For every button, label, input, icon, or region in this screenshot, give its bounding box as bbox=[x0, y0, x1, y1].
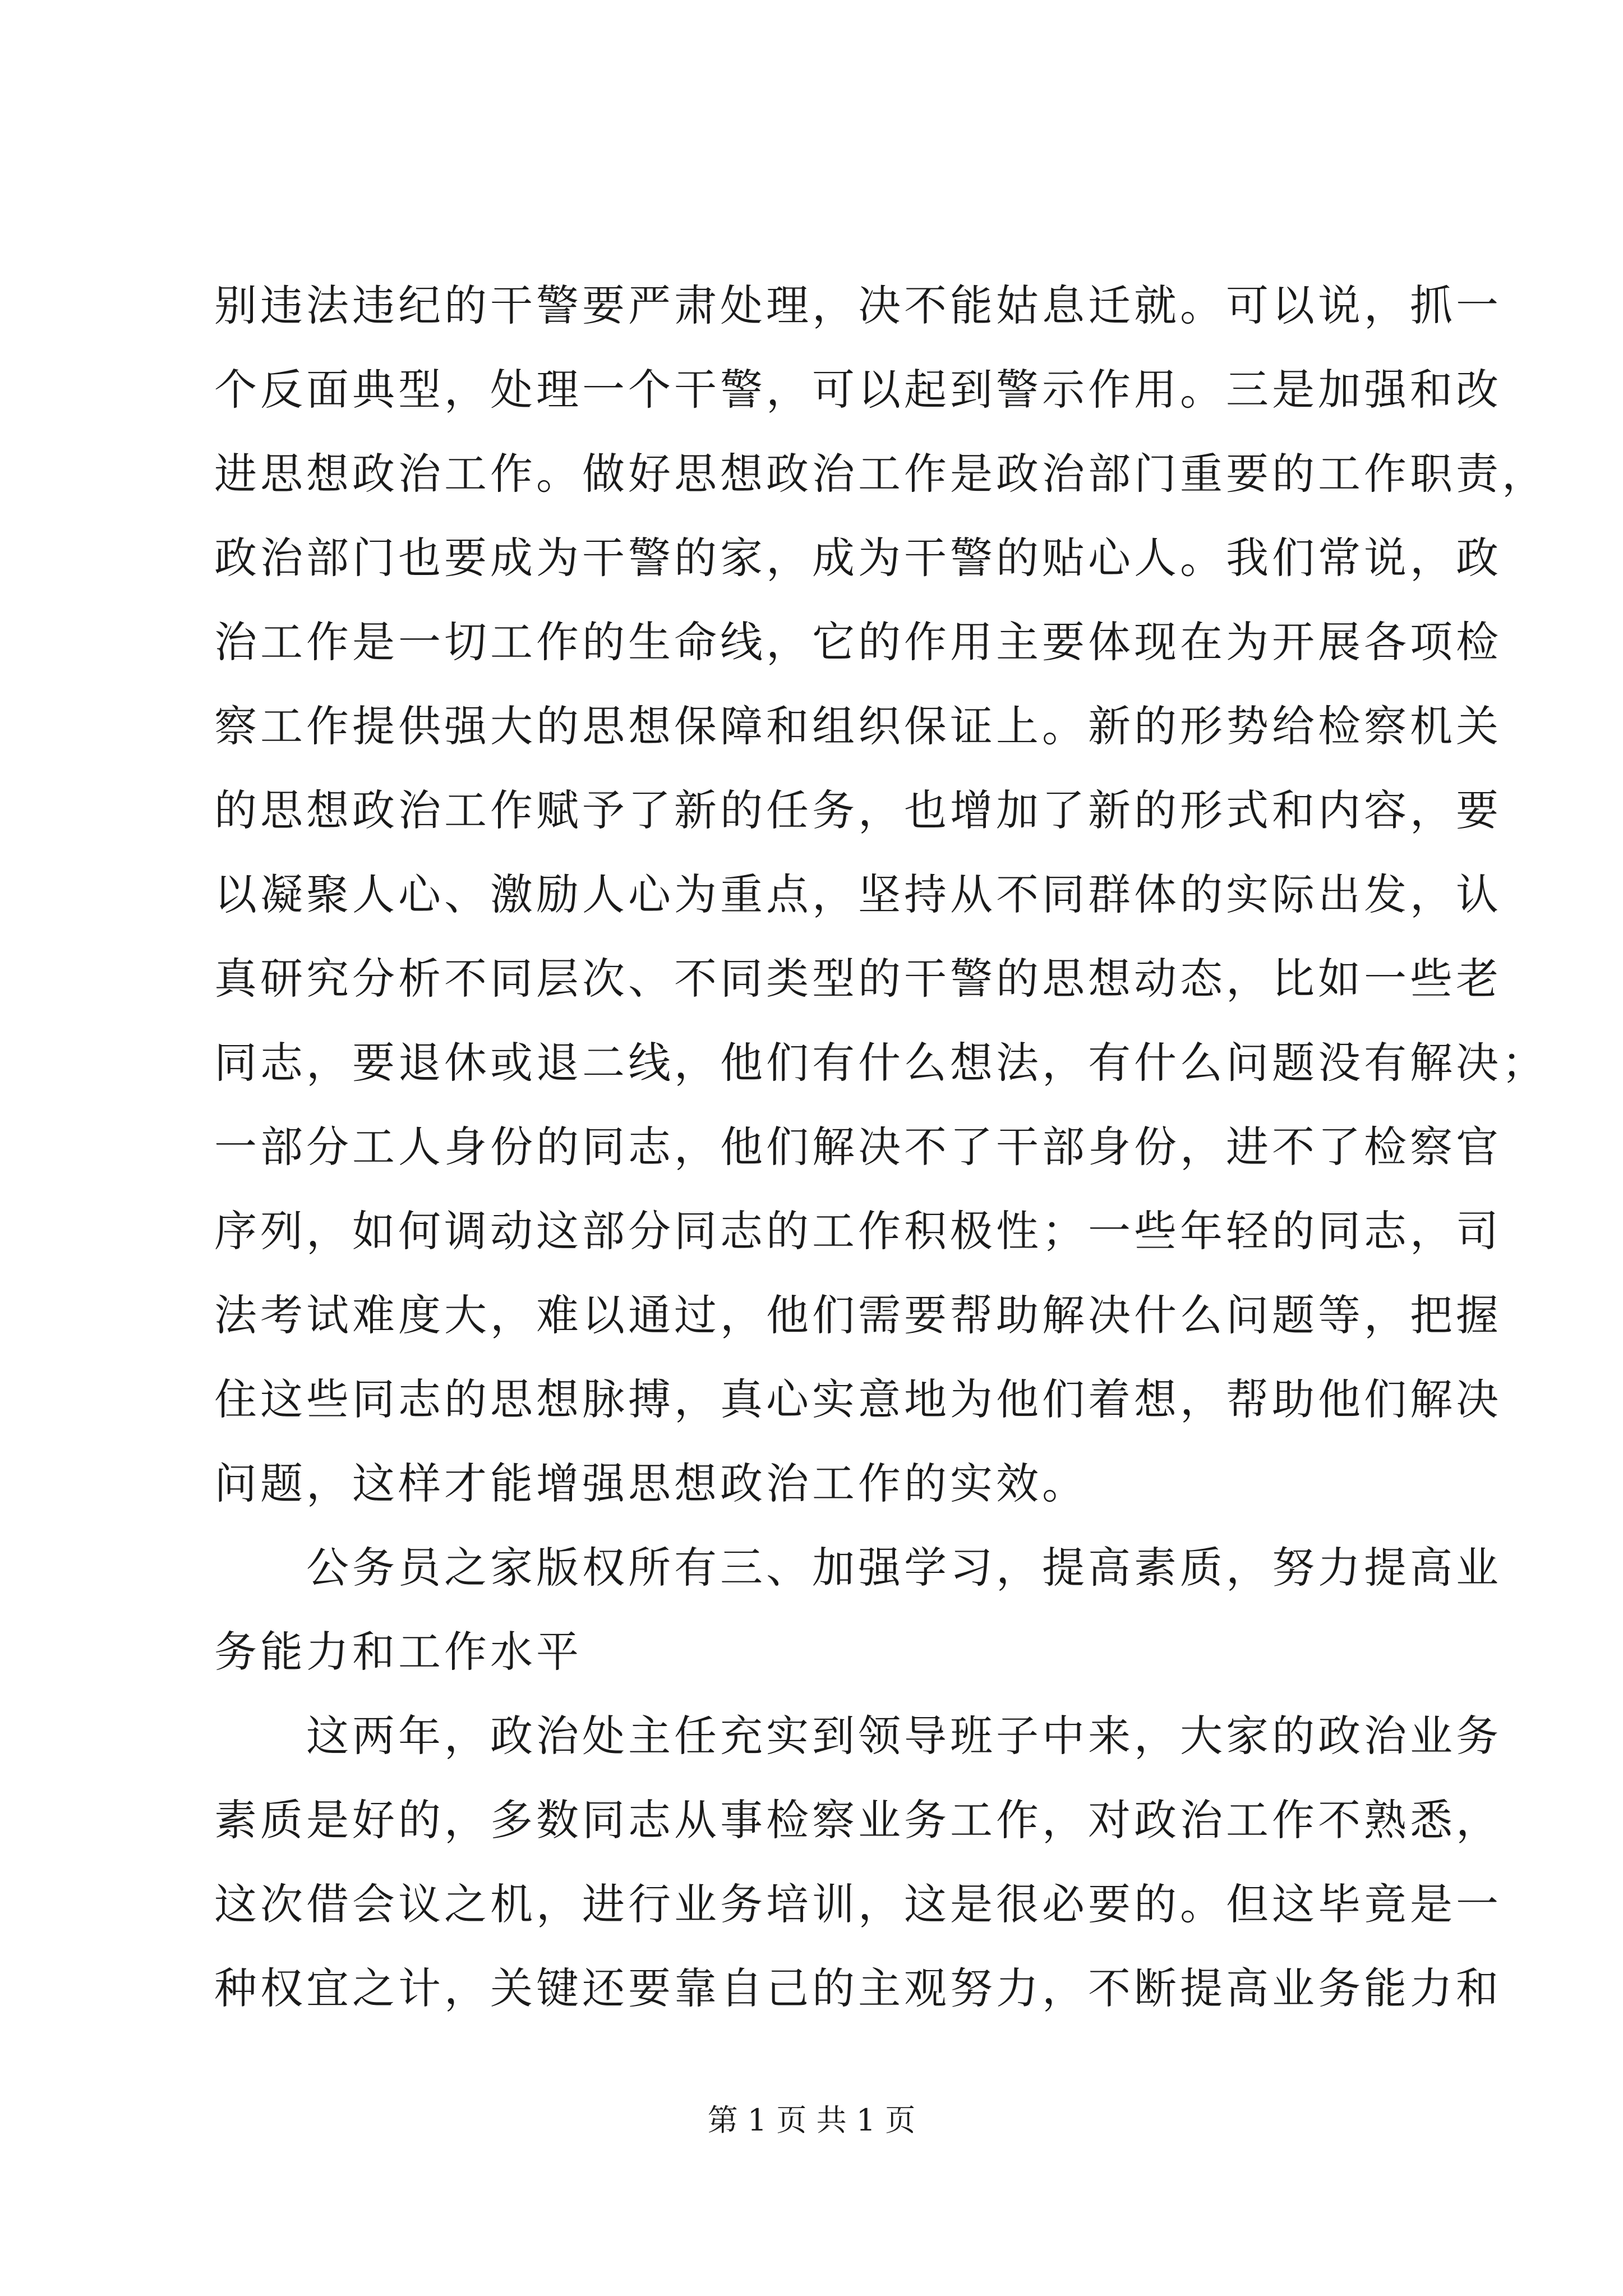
text-line: 治工作是一切工作的生命线，它的作用主要体现在为开展各项检 bbox=[214, 617, 1502, 667]
text-line: 进思想政治工作。做好思想政治工作是政治部门重要的工作职责， bbox=[214, 449, 1548, 499]
text-line: 法考试难度大，难以通过，他们需要帮助解决什么问题等，把握 bbox=[214, 1290, 1502, 1340]
text-line: 这两年，政治处主任充实到领导班子中来，大家的政治业务 bbox=[214, 1711, 1502, 1761]
text-line: 同志，要退休或退二线，他们有什么想法，有什么问题没有解决； bbox=[214, 1038, 1548, 1088]
text-line: 这次借会议之机，进行业务培训，这是很必要的。但这毕竟是一 bbox=[214, 1879, 1502, 1929]
text-line: 察工作提供强大的思想保障和组织保证上。新的形势给检察机关 bbox=[214, 701, 1502, 751]
page-number-footer: 第 1 页 共 1 页 bbox=[707, 2102, 916, 2138]
text-line: 个反面典型，处理一个干警，可以起到警示作用。三是加强和改 bbox=[214, 365, 1502, 415]
text-line: 以凝聚人心、激励人心为重点，坚持从不同群体的实际出发，认 bbox=[214, 869, 1502, 919]
text-line: 别违法违纪的干警要严肃处理，决不能姑息迁就。可以说，抓一 bbox=[214, 280, 1502, 330]
text-line: 问题，这样才能增强思想政治工作的实效。 bbox=[214, 1458, 1088, 1508]
document-body bbox=[214, 264, 1548, 2031]
text-line: 的思想政治工作赋予了新的任务，也增加了新的形式和内容，要 bbox=[214, 785, 1502, 835]
text-line: 政治部门也要成为干警的家，成为干警的贴心人。我们常说，政 bbox=[214, 533, 1502, 583]
text-line: 一部分工人身份的同志，他们解决不了干部身份，进不了检察官 bbox=[214, 1122, 1502, 1172]
text-line: 种权宜之计，关键还要靠自己的主观努力，不断提高业务能力和 bbox=[214, 1963, 1502, 2013]
section-heading-line: 务能力和工作水平 bbox=[214, 1627, 582, 1677]
text-line: 素质是好的，多数同志从事检察业务工作，对政治工作不熟悉， bbox=[214, 1795, 1502, 1845]
text-line: 真研究分析不同层次、不同类型的干警的思想动态，比如一些老 bbox=[214, 954, 1502, 1004]
text-line: 序列，如何调动这部分同志的工作积极性；一些年轻的同志，司 bbox=[214, 1206, 1502, 1256]
section-heading-line: 公务员之家版权所有三、加强学习，提高素质，努力提高业 bbox=[214, 1543, 1502, 1593]
text-line: 住这些同志的思想脉搏，真心实意地为他们着想，帮助他们解决 bbox=[214, 1374, 1502, 1424]
